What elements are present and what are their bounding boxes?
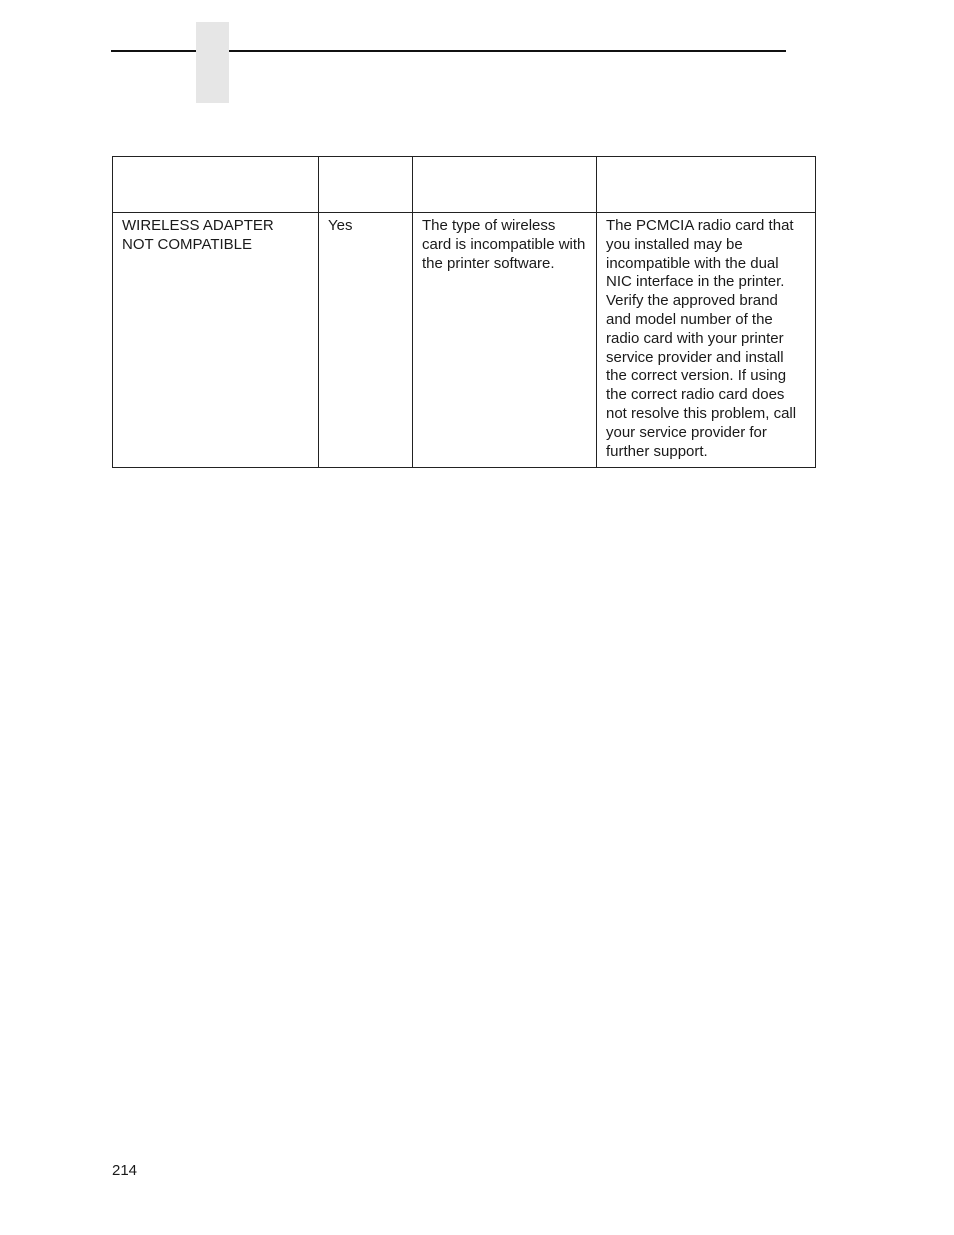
header-cell-solution xyxy=(597,157,816,213)
message-cell: WIRELESS ADAPTER NOT COMPATIBLE xyxy=(113,213,319,468)
chapter-tab xyxy=(196,22,229,103)
table-row xyxy=(113,213,816,468)
explanation-cell: The type of wireless card is incompatible with the printer software. xyxy=(413,213,597,468)
page-number: 214 xyxy=(112,1162,138,1179)
displayed-cell: Yes xyxy=(319,213,413,468)
message-table xyxy=(112,156,816,468)
solution-cell: The PCMCIA radio card that you installed may be incompatible with the dual NIC interface in the printer. Verify the approved brand and model number of the radio card with your printer service provider and install the correct version. If using the correct radio card does not resolve this problem, call your service provider for further support. xyxy=(597,213,816,468)
header-cell-explanation xyxy=(413,157,597,213)
header-cell-message xyxy=(113,157,319,213)
table-header-row xyxy=(113,157,816,213)
header-cell-displayed xyxy=(319,157,413,213)
